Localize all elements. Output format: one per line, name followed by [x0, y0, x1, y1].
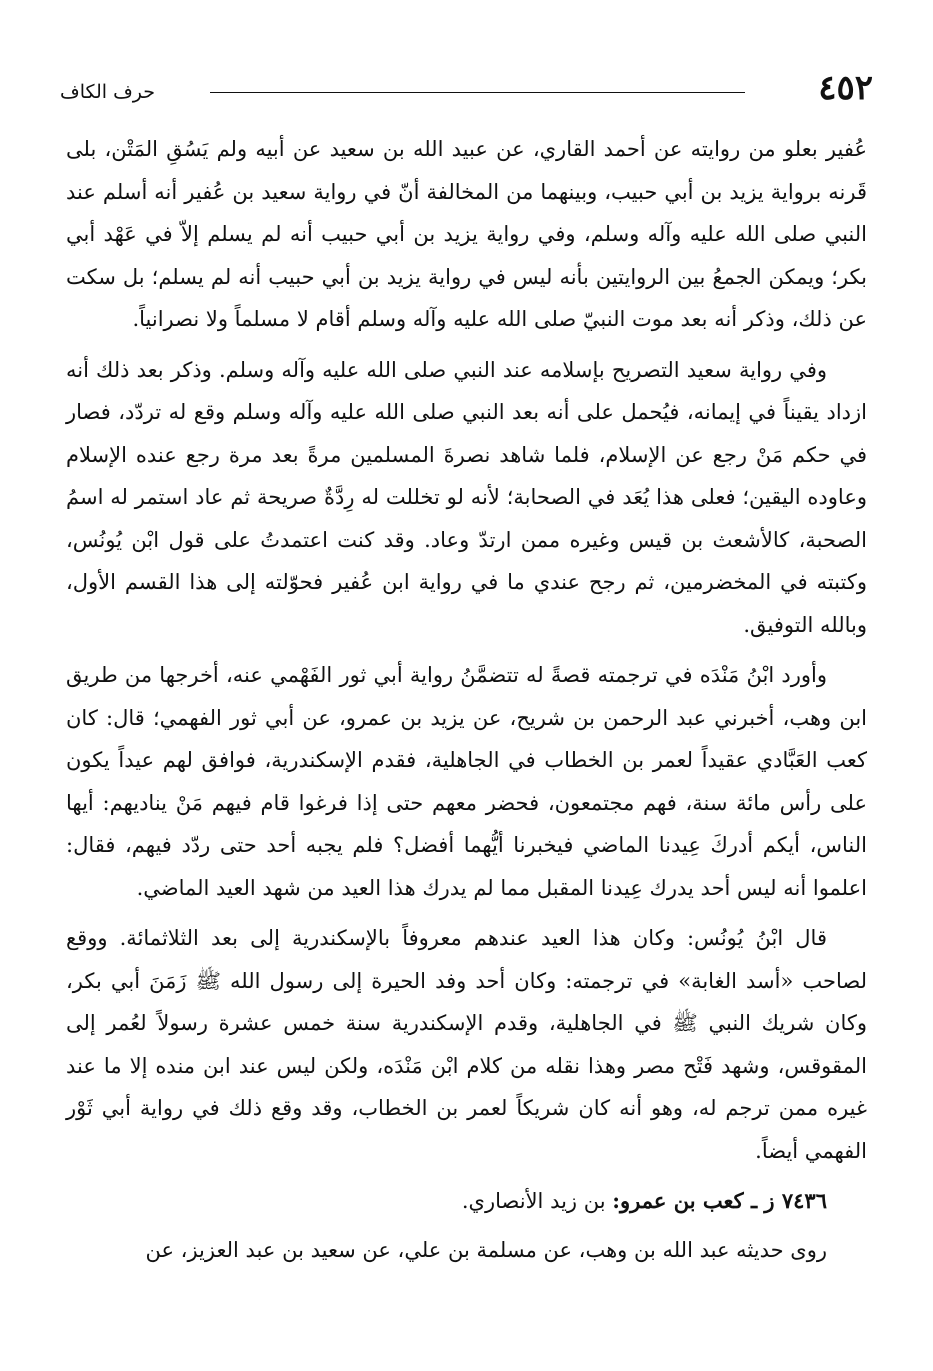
paragraph: قال ابْنُ يُونُس: وكان هذا العيد عندهم معروفاً بالإسكندرية إلى بعد الثلاثمائة. ووقع لصاحب «أسد الغابة» في ترجمته: وكان أحد وفد الحيرة إلى رسول الله ﷺ زَمَنَ أبي بكر، وكان شريك النبي ﷺ في الجاهلية، وقدم الإسكندرية سنة خمس عشرة رسولاً لعُمر إلى المقوقس، وشهد فَتْح مصر وهذا نقله من كلام ابْن مَنْدَه، ولكن ليس عند ابن منده إلا ما عند غيره ممن ترجم له، وهو أنه كان شريكاً لعمر بن الخطاب، وقد وقع ذلك في رواية أبي ثَوْر الفهمي أيضاً.	[66, 926, 867, 1163]
paragraph: وفي رواية سعيد التصريح بإسلامه عند النبي صلى الله عليه وآله وسلم. وذكر بعد ذلك أنه ازداد يقيناً في إيمانه، فيُحمل على أنه بعد النبي صلى الله عليه وآله وسلم وقع له تردّد، فصار في حكم مَنْ رجع عن الإسلام، فلما شاهد نصرةَ المسلمين مرةً بعد مرة رجع عنده الإسلام وعاوده اليقين؛ فعلى هذا يُعَد في الصحابة؛ لأنه لو تخللت له رِدَّةٌ صريحة ثم عاد استمر له اسمُ الصحبة، كالأشعث بن قيس وغيره ممن ارتدّ وعاد. وقد كنت اعتمدتُ على قول ابْن يُونُس، وكتبته في المخضرمين، ثم رجح عندي ما في رواية ابن عُفير فحوّلته إلى هذا القسم الأول، وبالله التوفيق.	[66, 357, 867, 637]
paragraph: روى حديثه عبد الله بن وهب، عن مسلمة بن علي، عن سعيد بن عبد العزيز، عن	[145, 1237, 827, 1262]
section-title: حرف الكاف	[60, 81, 156, 103]
paragraph: عُفير بعلو من روايته عن أحمد القاري، عن عبيد الله بن سعيد عن أبيه ولم يَسُقِ المَتْن، بلى قَرنه برواية يزيد بن أبي حبيب، وبينهما من المخالفة أنّ في رواية سعيد بن عُفير أنه أسلم عند النبي صلى الله عليه وآله وسلم، وفي رواية يزيد بن أبي حبيب أنه لم يسلم إلاّ في عَهْد أبي بكر؛ ويمكن الجمعُ بين الروايتين بأنه ليس في رواية يزيد بن أبي حبيب أنه لم يسلم؛ بل سكت عن ذلك، وذكر أنه بعد موت النبيّ صلى الله عليه وآله وسلم أقام لا مسلماً ولا نصرانياً.	[66, 137, 867, 331]
page-body	[66, 128, 867, 1279]
entry-label: ٧٤٣٦ ز ـ كعب بن عمرو:	[612, 1188, 827, 1213]
paragraph: وأورد ابْنُ مَنْدَه في ترجمته قصةً له تتضمَّنُ رواية أبي ثور الفَهْمي عنه، أخرجها من طريق ابن وهب، أخبرني عبد الرحمن بن شريح، عن يزيد بن عمرو، عن أبي ثور الفهمي؛ قال: كان كعب العَبَّادي عقيداً لعمر بن الخطاب في الجاهلية، فقدم الإسكندرية، فوافق لهم عيداً يكون على رأس مائة سنة، فهم مجتمعون، فحضر معهم حتى إذا فرغوا قام فيهم مَنْ يناديهم: أيها الناس، أيكم أدركَ عِيدنا الماضي فيخبرنا أيُّهما أفضل؟ فلم يجبه أحد حتى ردّد فيهم، فقال: اعلموا أنه ليس أحد يدرك عِيدنا المقبل مما لم يدرك هذا العيد من شهد العيد الماضي.	[66, 663, 867, 900]
entry-text: بن زيد الأنصاري.	[461, 1189, 606, 1213]
header-rule	[210, 92, 745, 93]
entry-heading	[66, 1180, 867, 1223]
running-header	[60, 68, 873, 112]
page-number: ٤٥٢	[818, 68, 873, 108]
